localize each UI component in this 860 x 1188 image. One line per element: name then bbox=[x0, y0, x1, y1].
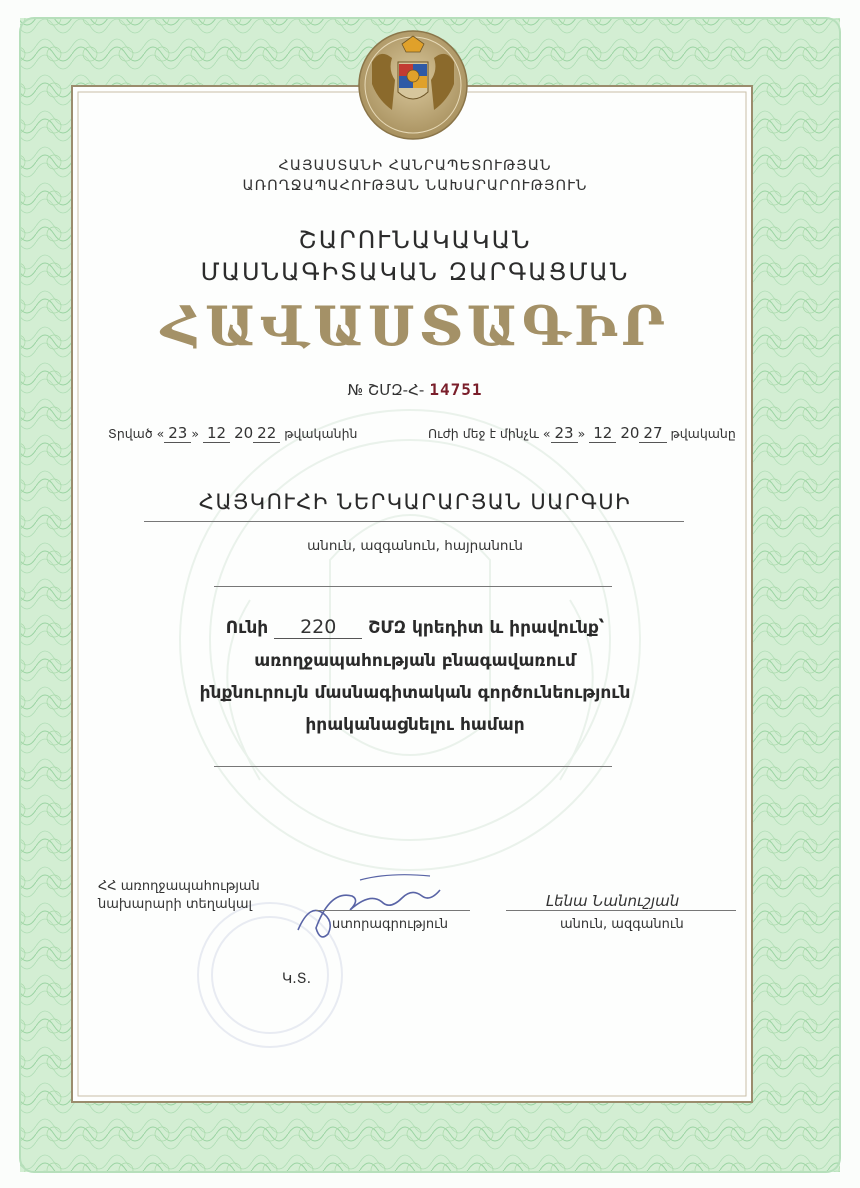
signer-name-caption: անուն, ազգանուն bbox=[560, 917, 684, 932]
credits-text: ՇՄԶ կրեդիտ և իրավունք՝ bbox=[368, 618, 605, 638]
holder-name-underline bbox=[144, 521, 684, 522]
valid-century: 20 bbox=[620, 424, 640, 442]
valid-date-mid: » bbox=[577, 426, 586, 441]
certificate-number-label: № ՇՄԶ-Հ- bbox=[347, 381, 425, 399]
divider-line-2 bbox=[214, 766, 612, 767]
main-title-certificate: ՀԱՎԱՍՏԱԳԻՐ bbox=[161, 294, 669, 358]
signature-underline bbox=[316, 910, 470, 911]
signer-name-underline bbox=[506, 910, 736, 911]
issue-year: 22 bbox=[253, 424, 280, 443]
valid-month: 12 bbox=[589, 424, 616, 443]
issue-date-mid: » bbox=[191, 426, 199, 441]
coat-of-arms-emblem bbox=[359, 31, 467, 139]
rights-line-3: ինքնուրույն մասնագիտական գործունեություն bbox=[199, 683, 631, 703]
holder-name-caption: անուն, ազգանուն, հայրանուն bbox=[307, 538, 523, 554]
issue-month: 12 bbox=[203, 424, 230, 443]
signature-caption: ստորագրություն bbox=[332, 917, 448, 932]
has-label: Ունի bbox=[225, 618, 269, 638]
signer-position-line-1: ՀՀ առողջապահության bbox=[98, 879, 260, 894]
issue-century: 20 bbox=[234, 424, 254, 442]
ministry-line-2: ԱՌՈՂՋԱՊԱՀՈՒԹՅԱՆ ՆԱԽԱՐԱՐՈՒԹՅՈՒՆ bbox=[242, 178, 588, 194]
divider-line bbox=[214, 586, 612, 587]
issue-date bbox=[108, 424, 357, 442]
certificate-number-value: 14751 bbox=[429, 380, 483, 399]
holder-name: ՀԱՅԿՈՒՀԻ ՆԵՐԿԱՐԱՐՅԱՆ ՍԱՐԳՍԻ bbox=[198, 490, 632, 514]
valid-date-suffix: թվականը bbox=[670, 426, 736, 441]
ministry-line-1: ՀԱՅԱՍՏԱՆԻ ՀԱՆՐԱՊԵՏՈՒԹՅԱՆ bbox=[278, 158, 552, 174]
credits-statement bbox=[80, 612, 750, 643]
signer-name: Լենա Նանուշյան bbox=[546, 892, 680, 910]
issue-date-prefix: Տրված « bbox=[108, 426, 165, 441]
seal-label: Կ.Տ. bbox=[282, 971, 312, 987]
issue-date-suffix: թվականին bbox=[284, 426, 358, 441]
valid-year: 27 bbox=[639, 424, 666, 443]
credits-value: 220 bbox=[274, 616, 362, 639]
valid-day: 23 bbox=[551, 424, 578, 443]
rights-line-2: առողջապահության բնագավառում bbox=[254, 651, 576, 671]
certificate-number bbox=[80, 380, 750, 399]
rights-line-4: իրականացնելու համար bbox=[305, 715, 525, 735]
signer-position-line-2: նախարարի տեղակալ bbox=[98, 897, 253, 912]
title-continuous: ՇԱՐՈՒՆԱԿԱԿԱՆ bbox=[298, 226, 532, 254]
valid-date-prefix: Ուժի մեջ է մինչև « bbox=[428, 426, 551, 441]
title-professional-development: ՄԱՍՆԱԳԻՏԱԿԱՆ ԶԱՐԳԱՑՄԱՆ bbox=[200, 258, 630, 286]
valid-until-date bbox=[428, 424, 736, 442]
issue-day: 23 bbox=[164, 424, 191, 443]
